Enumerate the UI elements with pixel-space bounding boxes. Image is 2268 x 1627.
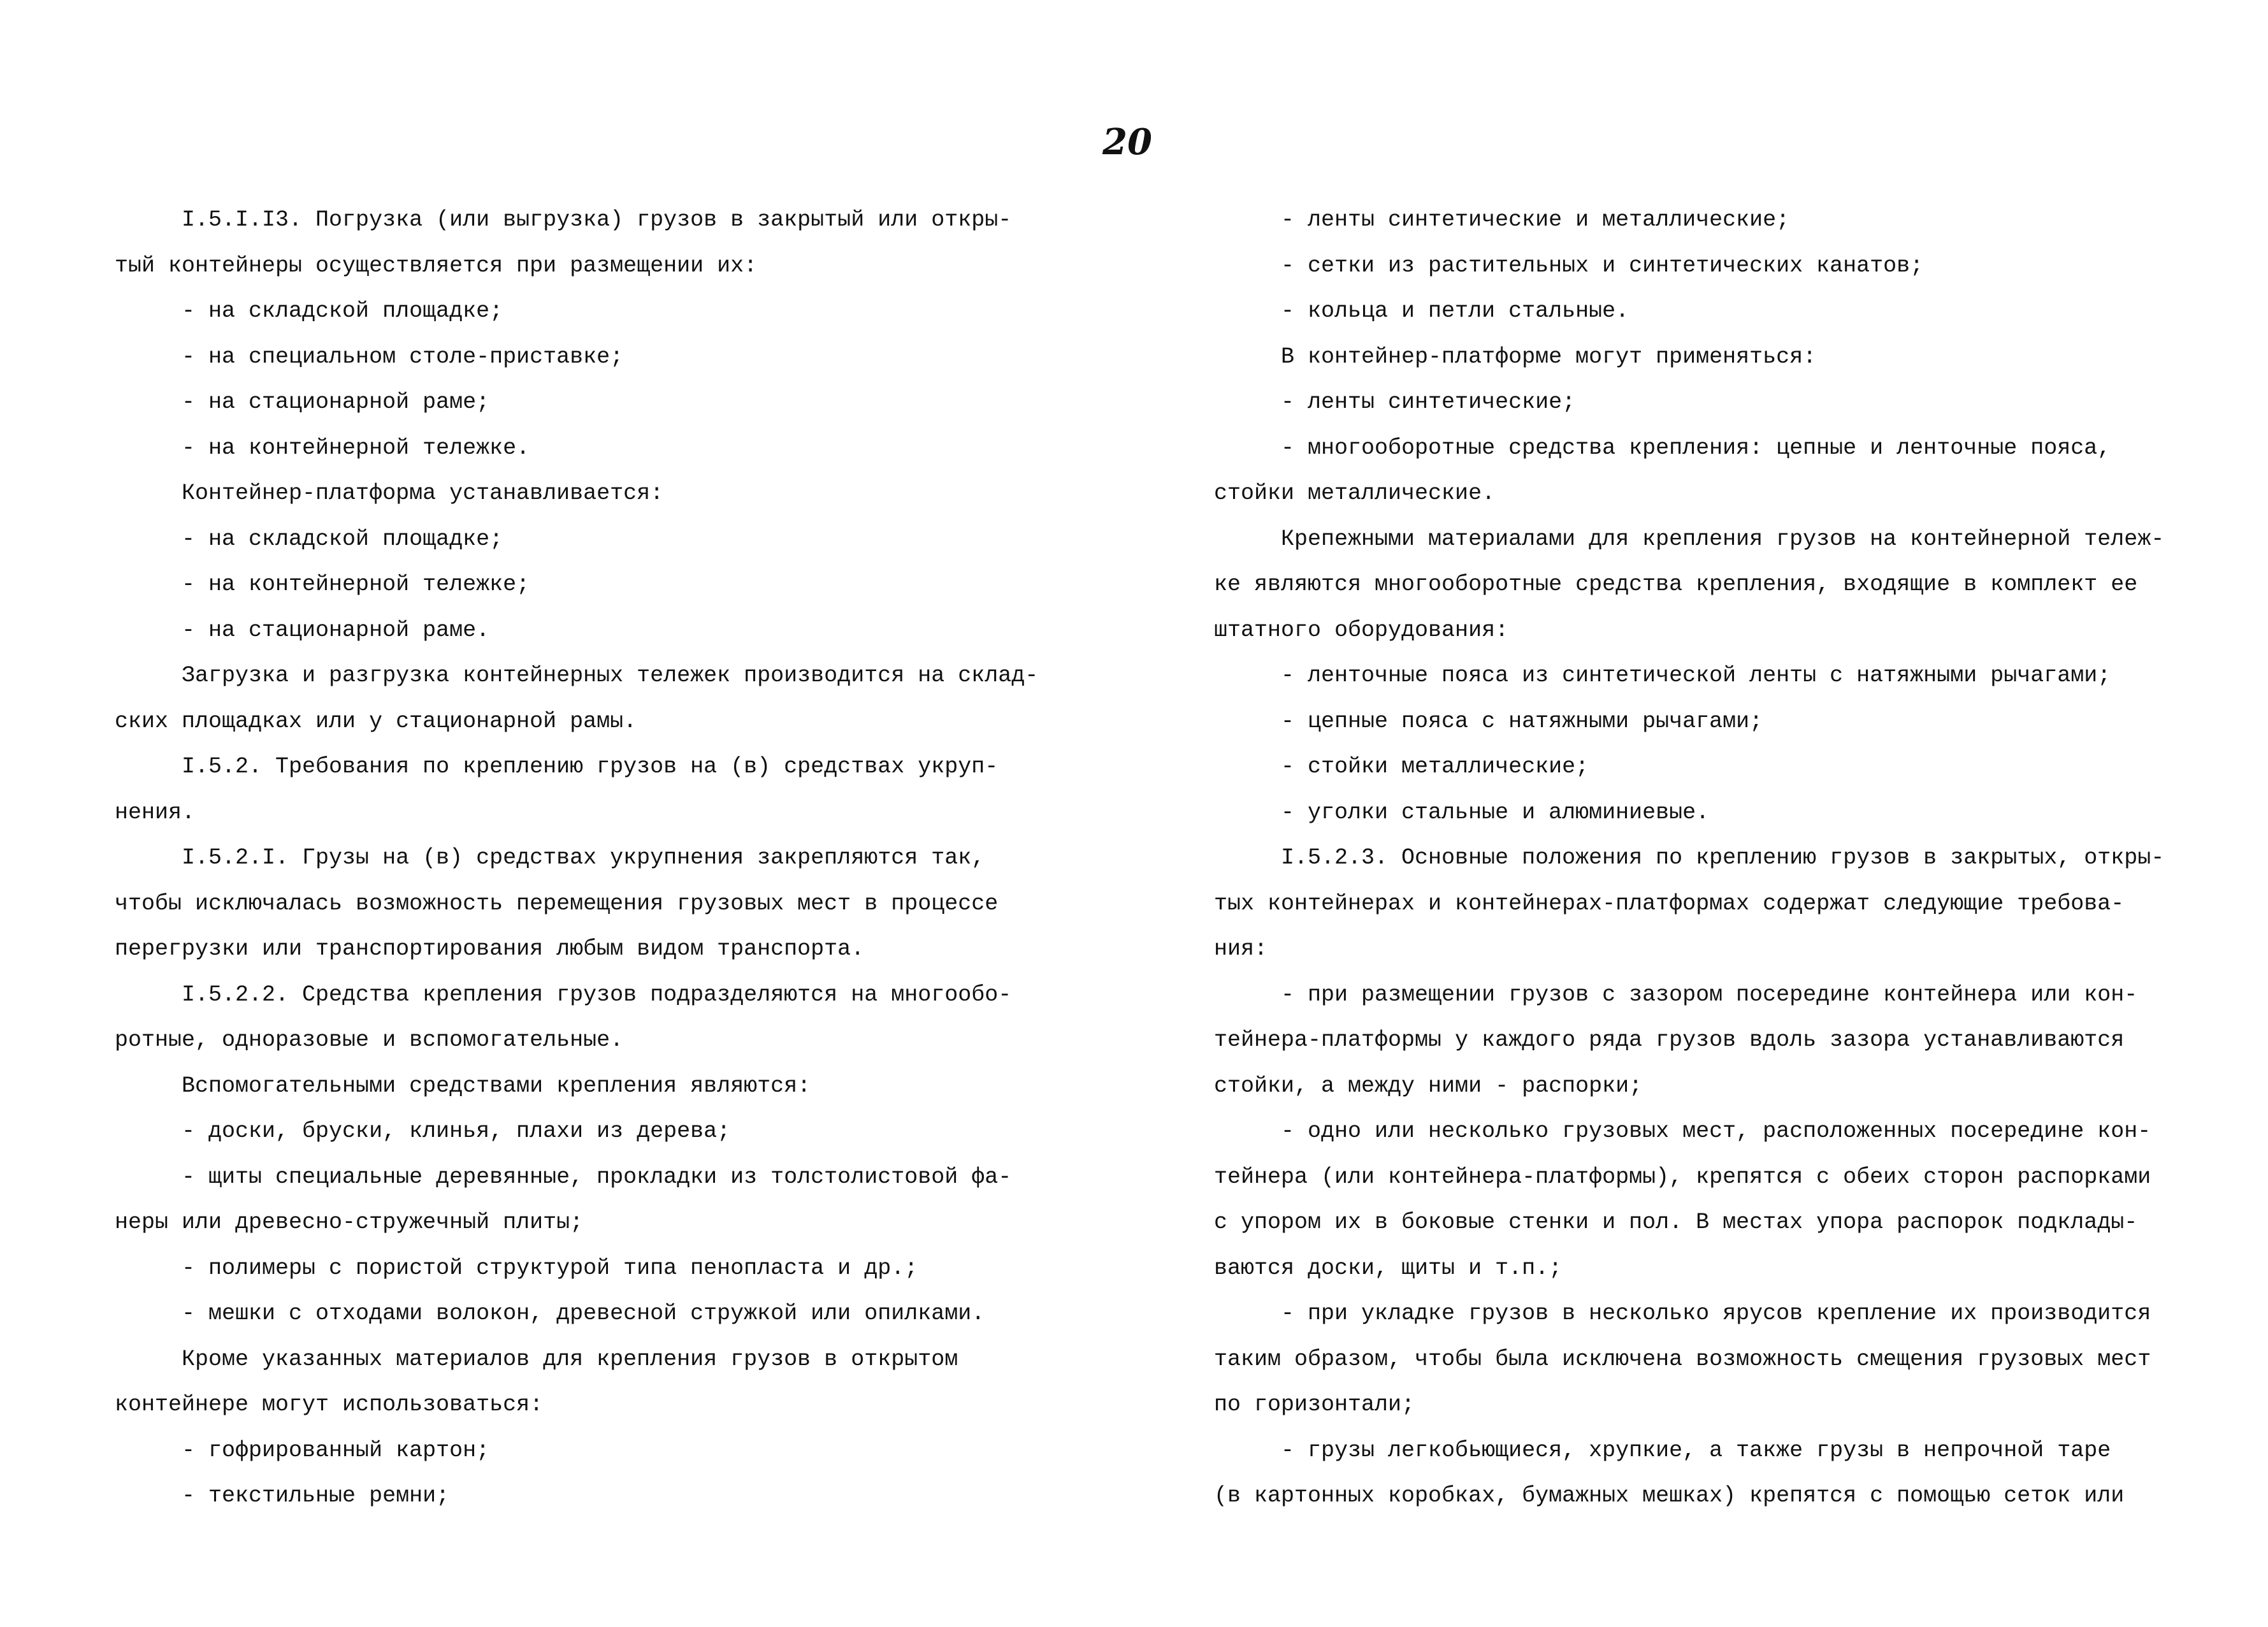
- text-line: (в картонных коробках, бумажных мешках) крепятся с помощью сеток или: [1214, 1483, 2125, 1508]
- text-line: таким образом, чтобы была исключена возможность смещения грузовых мест: [1214, 1346, 2151, 1372]
- text-line: - сетки из растительных и синтетических канатов;: [1214, 252, 1924, 278]
- text-line: I.5.2.I. Грузы на (в) средствах укрупнения закрепляются так,: [115, 845, 985, 871]
- text-line: I.5.I.I3. Погрузка (или выгрузка) грузов в закрытый или откры-: [115, 207, 1012, 233]
- text-line: - уголки стальные и алюминиевые.: [1214, 799, 1710, 825]
- text-line: ваются доски, щиты и т.п.;: [1214, 1255, 1563, 1281]
- text-line: Загрузка и разгрузка контейнерных тележек производится на склад-: [115, 663, 1039, 688]
- text-line: В контейнер-платформе могут применяться:: [1214, 343, 1817, 370]
- text-line: - на складской площадке;: [115, 526, 503, 552]
- text-line: Крепежными материалами для крепления грузов на контейнерной тележ-: [1214, 526, 2165, 552]
- text-line: - на стационарной раме;: [115, 389, 490, 415]
- text-line: стойки металлические.: [1214, 481, 1496, 506]
- text-line: ротные, одноразовые и вспомогательные.: [115, 1027, 624, 1053]
- text-line: - ленты синтетические;: [1214, 389, 1576, 415]
- text-line: - гофрированный картон;: [115, 1437, 490, 1463]
- text-line: с упором их в боковые стенки и пол. В местах упора распорок подклады-: [1214, 1210, 2138, 1235]
- text-line: - ленты синтетические и металлические;: [1214, 207, 1790, 233]
- text-line: I.5.2.2. Средства крепления грузов подразделяются на многообо-: [115, 981, 1012, 1008]
- text-line: - ленточные пояса из синтетической ленты с натяжными рычагами;: [1214, 663, 2111, 688]
- text-line: - грузы легкобьющиеся, хрупкие, а также грузы в непрочной таре: [1214, 1437, 2111, 1463]
- text-line: Контейнер-платформа устанавливается:: [115, 481, 664, 506]
- text-line: ских площадках или у стационарной рамы.: [115, 708, 637, 734]
- text-line: - на контейнерной тележке.: [115, 435, 530, 461]
- text-line: - стойки металлические;: [1214, 754, 1589, 779]
- text-line: - на контейнерной тележке;: [115, 572, 530, 597]
- text-line: I.5.2. Требования по креплению грузов на (в) средствах укруп-: [115, 754, 999, 779]
- text-line: по горизонтали;: [1214, 1392, 1415, 1417]
- text-line: - при размещении грузов с зазором посередине контейнера или кон-: [1214, 981, 2138, 1008]
- text-line: тейнера (или контейнера-платформы), крепятся с обеих сторон распорками: [1214, 1164, 2151, 1190]
- text-line: ке являются многооборотные средства крепления, входящие в комплект ее: [1214, 572, 2138, 597]
- text-line: - полимеры с пористой структурой типа пенопласта и др.;: [115, 1255, 918, 1281]
- text-line: - доски, бруски, клинья, плахи из дерева;: [115, 1118, 731, 1144]
- text-line: - мешки с отходами волокон, древесной стружкой или опилками.: [115, 1301, 985, 1326]
- text-line: - при укладке грузов в несколько ярусов крепление их производится: [1214, 1301, 2151, 1326]
- text-line: тейнера-платформы у каждого ряда грузов вдоль зазора устанавливаются: [1214, 1027, 2125, 1053]
- text-line: тый контейнеры осуществляется при размещении их:: [115, 252, 758, 278]
- text-line: Кроме указанных материалов для крепления грузов в открытом: [115, 1346, 958, 1372]
- text-line: - на специальном столе-приставке;: [115, 343, 624, 370]
- left-column: [115, 198, 1051, 1519]
- right-column: [1214, 198, 2183, 1519]
- text-line: - одно или несколько грузовых мест, расположенных посередине кон-: [1214, 1118, 2151, 1144]
- text-line: стойки, а между ними - распорки;: [1214, 1073, 1643, 1099]
- text-line: контейнере могут использоваться:: [115, 1392, 544, 1417]
- text-line: чтобы исключалась возможность перемещения грузовых мест в процессе: [115, 890, 999, 916]
- text-line: - текстильные ремни;: [115, 1483, 450, 1508]
- text-line: ния:: [1214, 936, 1268, 962]
- text-line: перегрузки или транспортирования любым видом транспорта.: [115, 936, 865, 962]
- text-line: неры или древесно-стружечный плиты;: [115, 1210, 584, 1235]
- text-line: - на стационарной раме.: [115, 617, 490, 643]
- text-line: I.5.2.3. Основные положения по креплению грузов в закрытых, откры-: [1214, 845, 2165, 871]
- page-number: 20: [1102, 121, 1152, 163]
- text-line: - цепные пояса с натяжными рычагами;: [1214, 708, 1763, 734]
- text-line: - кольца и петли стальные.: [1214, 298, 1629, 324]
- text-line: Вспомогательными средствами крепления являются:: [115, 1073, 811, 1099]
- text-line: - щиты специальные деревянные, прокладки из толстолистовой фа-: [115, 1164, 1012, 1190]
- text-line: тых контейнерах и контейнерах-платформах содержат следующие требова-: [1214, 890, 2125, 916]
- text-line: штатного оборудования:: [1214, 617, 1509, 643]
- text-line: - многооборотные средства крепления: цепные и ленточные пояса,: [1214, 435, 2111, 461]
- text-line: - на складской площадке;: [115, 298, 503, 324]
- text-line: нения.: [115, 799, 196, 825]
